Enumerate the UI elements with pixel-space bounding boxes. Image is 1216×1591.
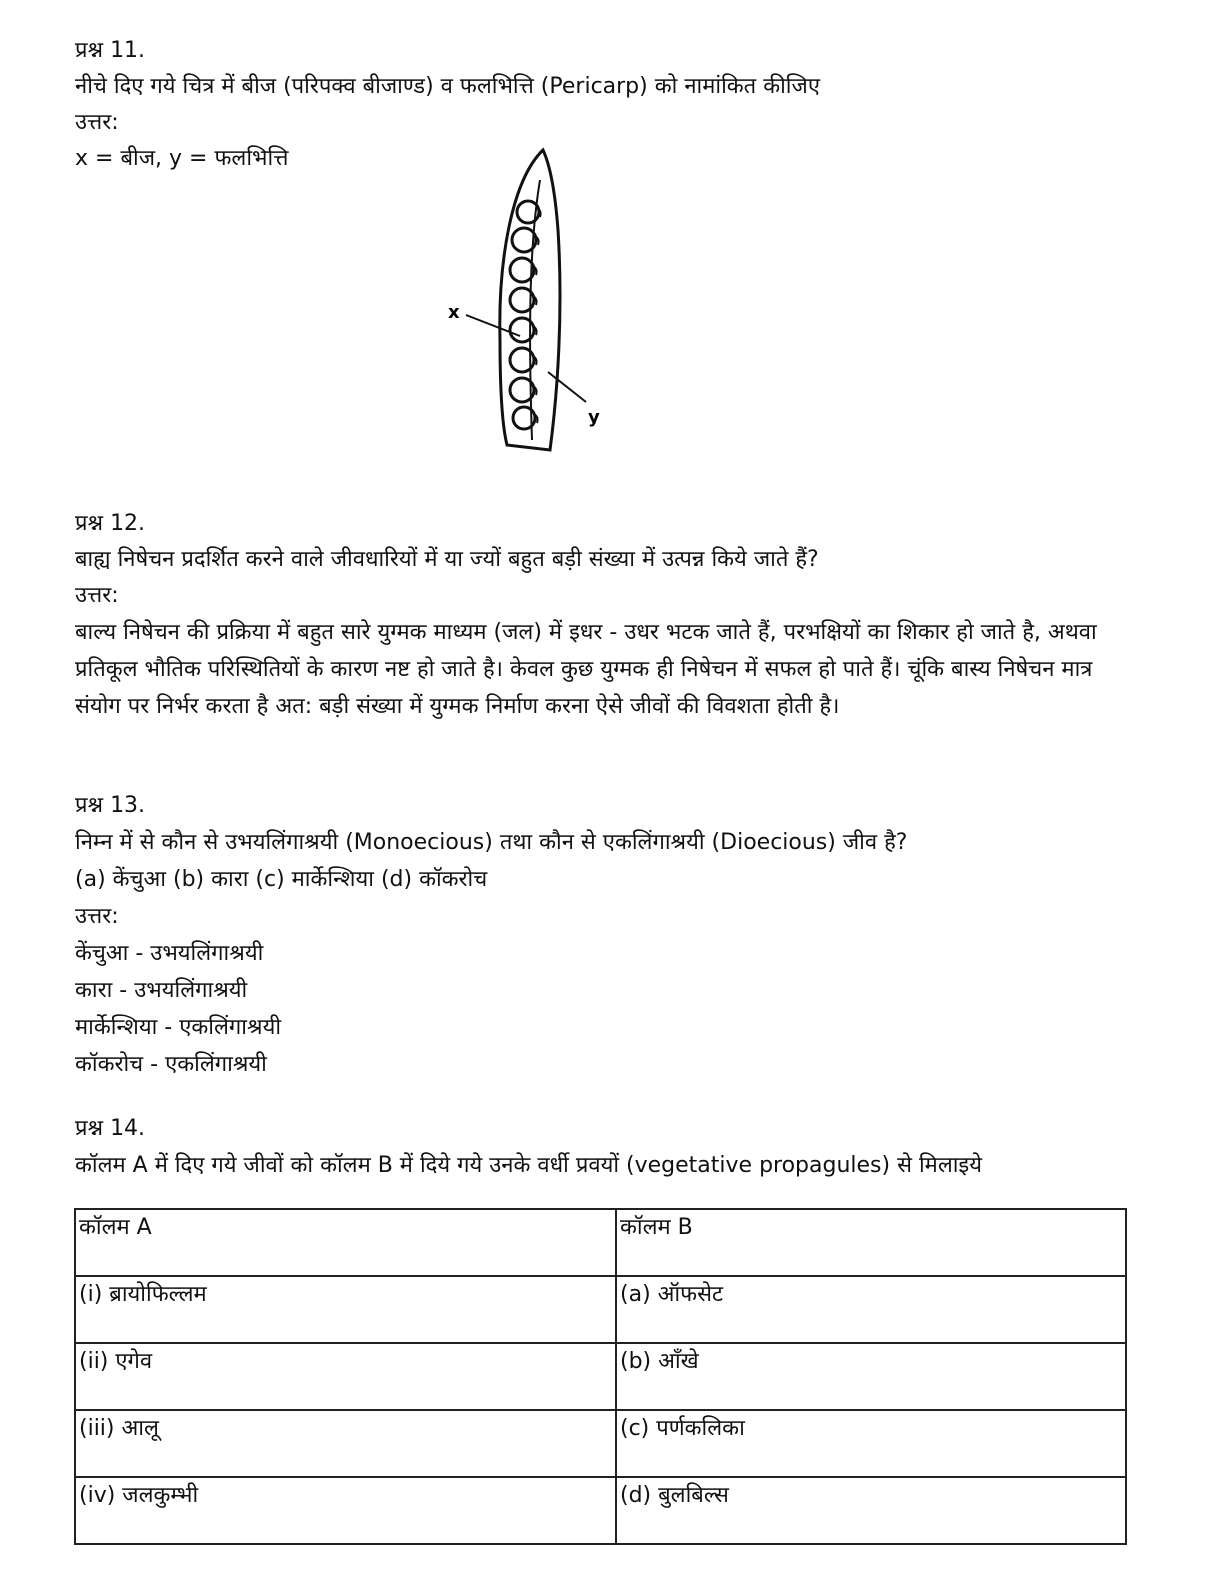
table-row (75, 1477, 1126, 1544)
q14-question: कॉलम A में दिए गये जीवों को कॉलम B में दिये गये उनके वर्धी प्रवयों (vegetative propagules) से मिलाइये (75, 1153, 982, 1178)
table-row (75, 1343, 1126, 1410)
label-x: x (448, 302, 460, 323)
table-header-cell: कॉलम A (75, 1209, 616, 1276)
q13-label: प्रश्न 13. (75, 793, 146, 818)
table-cell: (iii) आलू (75, 1410, 616, 1477)
table-cell: (b) आँखे (616, 1343, 1126, 1410)
q13-answer-item: कॉकरोच - एकलिंगाश्रयी (75, 1052, 267, 1077)
seeds (510, 201, 539, 429)
q13-question: निम्न में से कौन से उभयलिंगाश्रयी (Monoecious) तथा कौन से एकलिंगाश्रयी (Dioecious) जीव है? (75, 830, 908, 855)
q13-options: (a) केंचुआ (b) कारा (c) मार्केन्शिया (d) कॉकरोच (75, 867, 488, 892)
q11-label: प्रश्न 11. (75, 38, 146, 63)
q12-answer: बाल्य निषेचन की प्रक्रिया में बहुत सारे युग्मक माध्यम (जल) में इधर - उधर भटक जाते हैं, परभक्षियों का शिकार हो जाते है, अथवा प्रतिकूल भौतिक परिस्थितियों के कारण नष्ट हो जाते है। केवल कुछ युग्मक ही निषेचन में सफल हो पाते हैं। चूंकि बास्य निषेचन मात्र संयोग पर निर्भर करता है अत: बड़ी संख्या में युग्मक निर्माण करना ऐसे जीवों की विवशता होती है। (75, 620, 1097, 719)
label-y: y (588, 407, 600, 428)
q12-answer-label: उत्तर: (75, 583, 119, 608)
table-cell: (c) पर्णकलिका (616, 1410, 1126, 1477)
pea-pod-figure (440, 140, 640, 470)
table-row (75, 1276, 1126, 1343)
q11-question: नीचे दिए गये चित्र में बीज (परिपक्व बीजाण्ड) व फलभित्ति (Pericarp) को नामांकित कीजिए (75, 74, 820, 99)
matching-table (74, 1208, 1127, 1545)
q11-answer: x = बीज, y = फलभित्ति (75, 146, 289, 171)
q12-label: प्रश्न 12. (75, 511, 146, 536)
q13-answer-label: उत्तर: (75, 904, 119, 929)
table-cell: (i) ब्रायोफिल्लम (75, 1276, 616, 1343)
table-cell: (iv) जलकुम्भी (75, 1477, 616, 1544)
table-header-cell: कॉलम B (616, 1209, 1126, 1276)
table-header-row (75, 1209, 1126, 1276)
pea-pod-diagram (440, 140, 640, 470)
q12-question: बाह्य निषेचन प्रदर्शित करने वाले जीवधारियों में या ज्यों बहुत बड़ी संख्या में उत्पन्न किये जाते हैं? (75, 547, 819, 572)
table-row (75, 1410, 1126, 1477)
q13-answer-item: कारा - उभयलिंगाश्रयी (75, 978, 248, 1003)
q13-answer-item: केंचुआ - उभयलिंगाश्रयी (75, 941, 264, 966)
pointer-y (548, 372, 586, 402)
q11-answer-label: उत्तर: (75, 110, 119, 135)
q13-answer-item: मार्केन्शिया - एकलिंगाश्रयी (75, 1015, 282, 1040)
table-cell: (d) बुलबिल्स (616, 1477, 1126, 1544)
table-cell: (ii) एगेव (75, 1343, 616, 1410)
table-cell: (a) ऑफसेट (616, 1276, 1126, 1343)
q14-label: प्रश्न 14. (75, 1116, 146, 1141)
